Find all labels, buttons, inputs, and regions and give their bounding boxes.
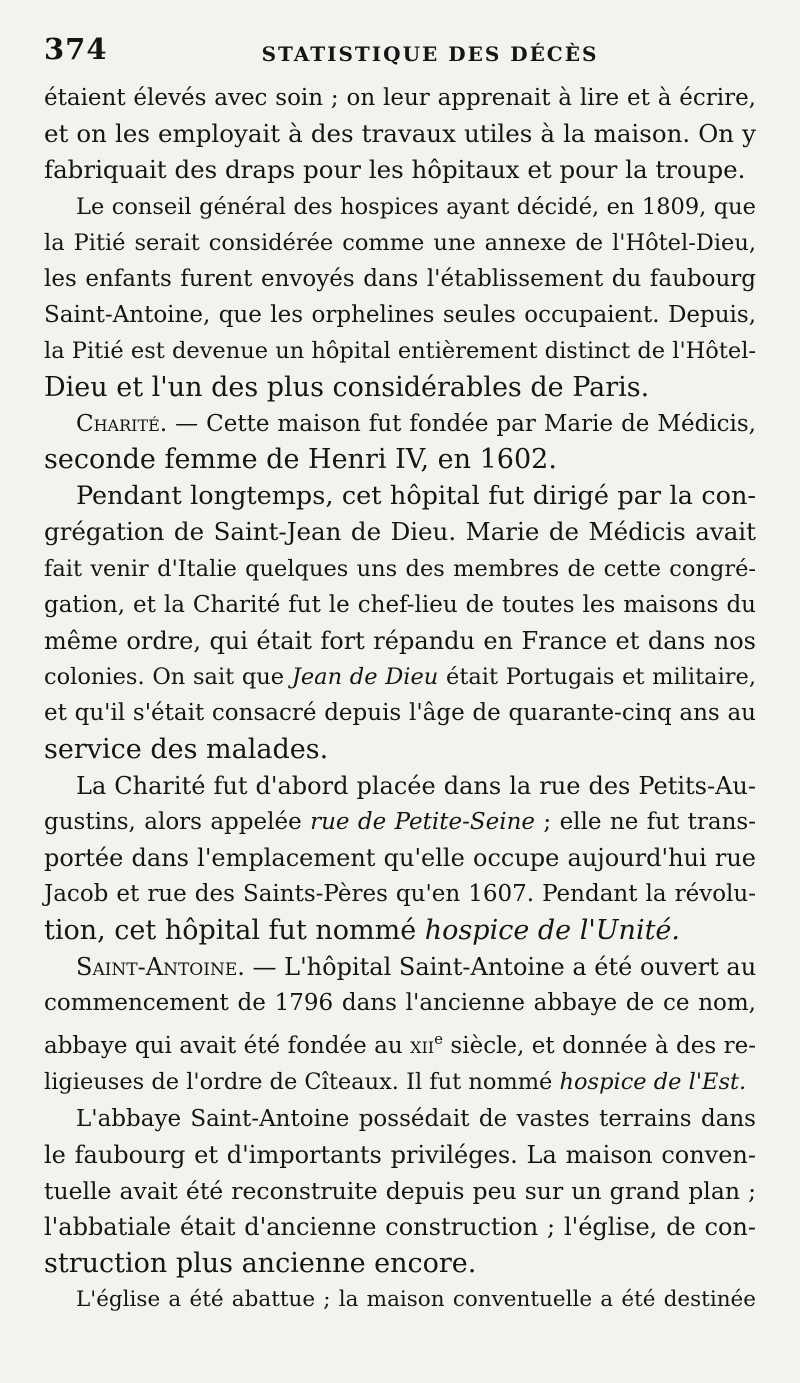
- text-line: la Pitié est devenue un hôpital entièrement distinct de l'Hôtel-: [44, 338, 756, 365]
- section-heading-charite: Charité.: [76, 410, 168, 437]
- text-fragment: abbaye qui avait été fondée au: [44, 1033, 411, 1060]
- text-line: l'abbatiale était d'ancienne construction ; l'église, de con-: [44, 1213, 756, 1242]
- text-line: gation, et la Charité fut le chef-lieu de toutes les maisons du: [44, 591, 756, 618]
- text-fragment: était Portugais et militaire,: [438, 664, 756, 691]
- text-line: [44, 913, 756, 949]
- text-line: La Charité fut d'abord placée dans la rue des Petits-Au-: [76, 771, 756, 800]
- text-line: les enfants furent envoyés dans l'établissement du faubourg: [44, 266, 756, 293]
- text-line: tuelle avait été reconstruite depuis peu sur un grand plan ;: [44, 1177, 756, 1206]
- text-line: [44, 406, 756, 442]
- text-line: struction plus ancienne encore.: [44, 1247, 477, 1279]
- text-line: [44, 1064, 756, 1100]
- paragraph: [44, 189, 756, 406]
- text-line: L'abbaye Saint-Antoine possédait de vastes terrains dans: [76, 1105, 756, 1132]
- text-fragment: ligieuses de l'ordre de Cîteaux. Il fut nommé: [44, 1069, 560, 1096]
- page-header: [44, 32, 756, 72]
- text-fragment: colonies. On sait que: [44, 664, 292, 691]
- text-line: étaient élevés avec soin ; on leur apprenait à lire et à écrire,: [44, 85, 756, 111]
- text-line: Saint-Antoine, que les orphelines seules occupaient. Depuis,: [44, 302, 756, 329]
- paragraph-charite: [44, 406, 756, 478]
- text-line: portée dans l'emplacement qu'elle occupe aujourd'hui rue: [44, 844, 756, 873]
- text-line: Dieu et l'un des plus considérables de Paris.: [44, 371, 650, 403]
- text-fragment: gustins, alors appelée: [44, 809, 311, 836]
- text-line: fait venir d'Italie quelques uns des membres de cette congré-: [44, 555, 756, 582]
- italic-street: rue de Petite-Seine: [310, 809, 536, 836]
- text-line: et on les employait à des travaux utiles à la maison. On y: [44, 119, 756, 149]
- body-text: [44, 80, 756, 1318]
- text-line: grégation de Saint-Jean de Dieu. Marie de Médicis avait: [44, 517, 756, 547]
- page-number: 374: [44, 32, 108, 66]
- superscript: e: [434, 1030, 443, 1049]
- text-line: service des malades.: [44, 733, 329, 765]
- text-line: le faubourg et d'importants priviléges. La maison conven-: [44, 1140, 756, 1169]
- text-line: et qu'il s'était consacré depuis l'âge de quarante-cinq ans au: [44, 700, 756, 727]
- text-line: [44, 949, 756, 985]
- text-line: seconde femme de Henri IV, en 1602.: [44, 444, 557, 476]
- paragraph: [44, 1101, 756, 1282]
- text-fragment: — Cette maison fut fondée par Marie de Médicis,: [167, 410, 756, 437]
- text-line: [44, 804, 756, 840]
- paragraph: [44, 80, 756, 189]
- paragraph: [44, 478, 756, 768]
- text-line: Le conseil général des hospices ayant décidé, en 1809, que: [76, 193, 756, 220]
- text-fragment: tion, cet hôpital fut nommé: [44, 914, 425, 946]
- text-fragment: ; elle ne fut trans-: [535, 809, 756, 836]
- running-title: STATISTIQUE DES DÉCÈS: [261, 42, 599, 66]
- text-fragment: — L'hôpital Saint-Antoine a été ouvert au: [244, 952, 757, 981]
- text-line: [44, 1021, 756, 1064]
- text-line: même ordre, qui était fort répandu en France et dans nos: [44, 627, 756, 656]
- text-line: [44, 659, 756, 695]
- italic-hospice-name: hospice de l'Unité.: [424, 914, 680, 946]
- paragraph: [44, 768, 756, 949]
- section-heading-saint-antoine: Saint-Antoine.: [76, 952, 245, 981]
- text-line: la Pitié serait considérée comme une annexe de l'Hôtel-Dieu,: [44, 229, 756, 256]
- roman-numeral: xii: [410, 1033, 435, 1060]
- text-line: Pendant longtemps, cet hôpital fut dirigé par la con-: [76, 481, 756, 512]
- italic-name: Jean de Dieu: [291, 664, 439, 691]
- text-fragment: siècle, et donnée à des re-: [443, 1033, 756, 1060]
- text-line: Jacob et rue des Saints-Pères qu'en 1607. Pendant la révolu-: [44, 881, 756, 908]
- italic-hospice-name: hospice de l'Est.: [559, 1069, 747, 1096]
- text-line: commencement de 1796 dans l'ancienne abbaye de ce nom,: [44, 990, 756, 1017]
- text-line: fabriquait des draps pour les hôpitaux et pour la troupe.: [44, 155, 746, 185]
- paragraph-saint-antoine: [44, 949, 756, 1101]
- text-line: L'église a été abattue ; la maison conventuelle a été destinée: [76, 1286, 756, 1312]
- paragraph: [44, 1282, 756, 1318]
